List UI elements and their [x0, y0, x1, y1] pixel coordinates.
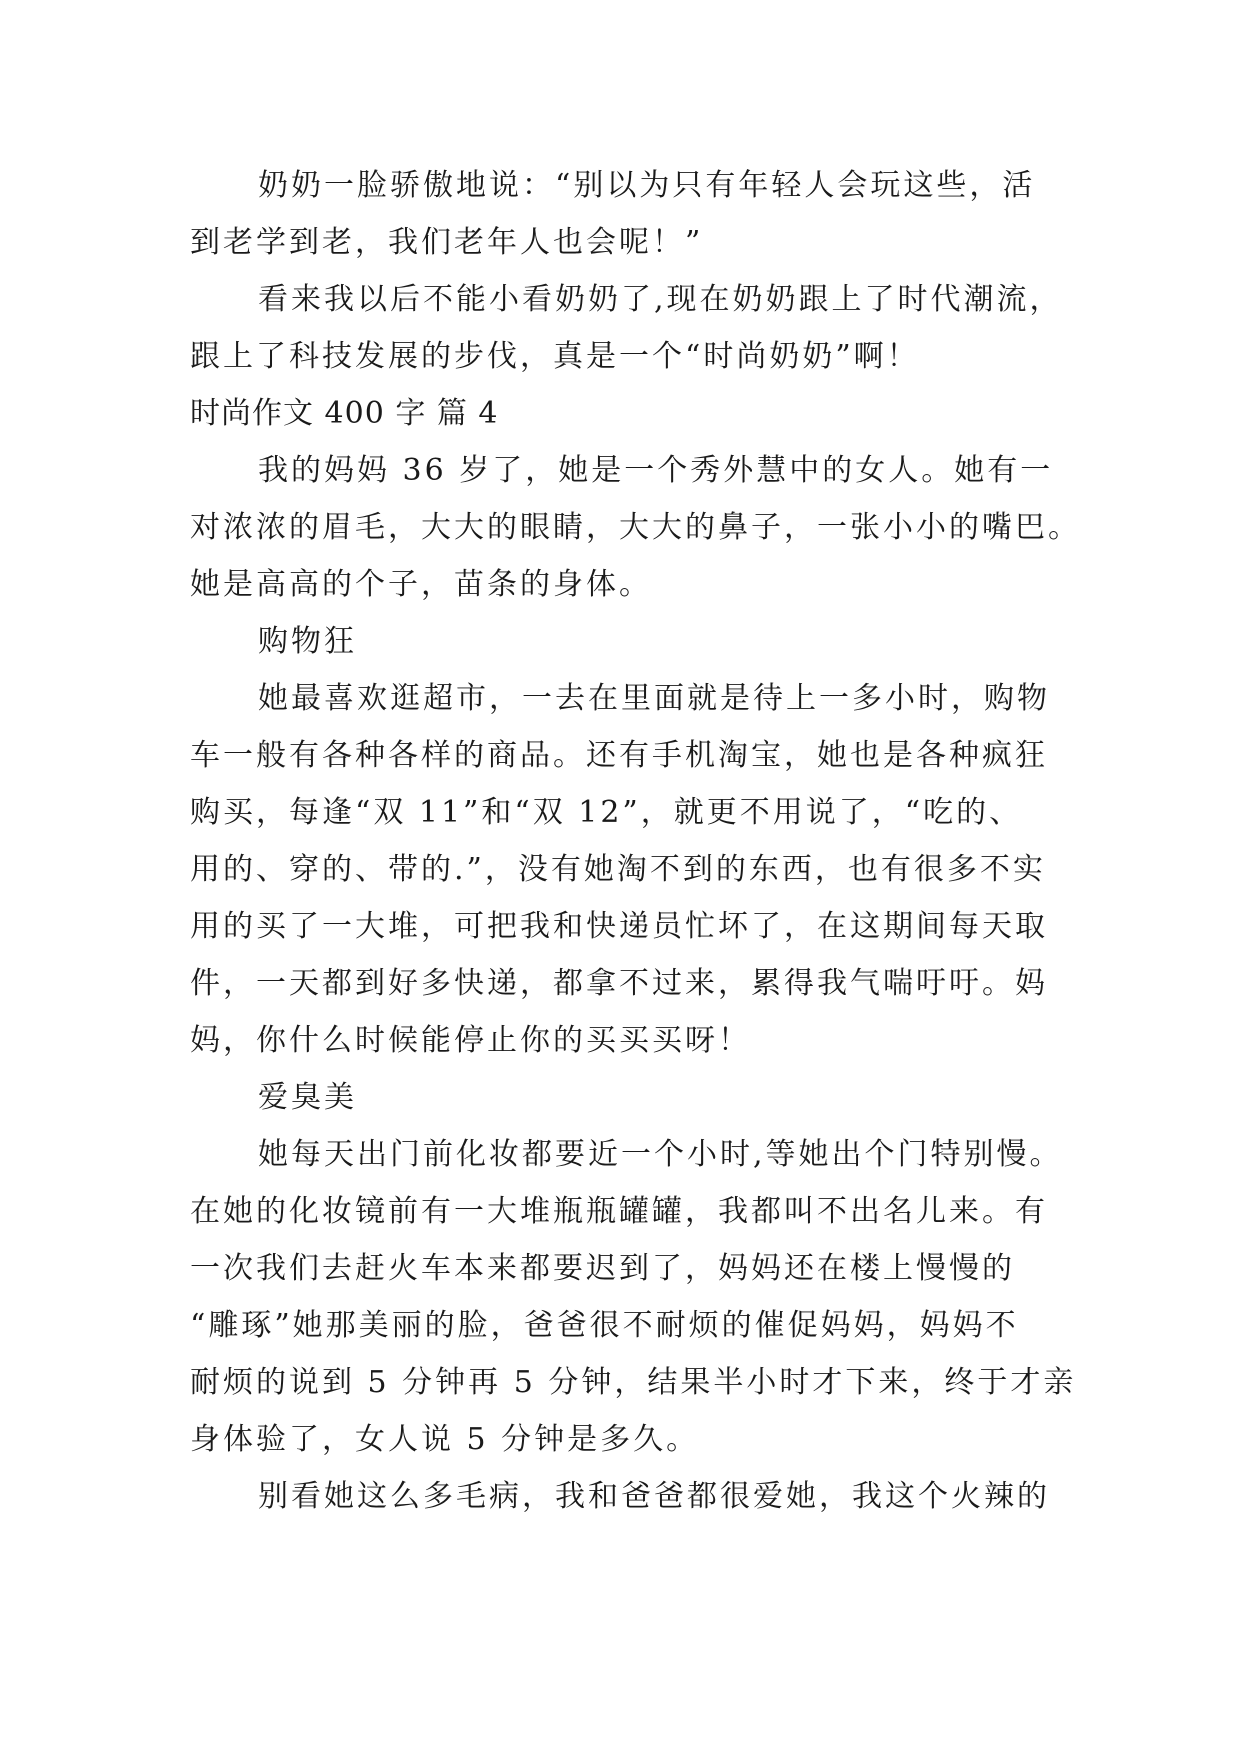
paragraph-line: 购买，每逢“双 11”和“双 12”，就更不用说了，“吃的、: [190, 795, 1023, 830]
paragraph-line: 奶奶一脸骄傲地说：“别以为只有年轻人会玩这些，活: [258, 168, 1036, 203]
paragraph-line: 用的、穿的、带的.”，没有她淘不到的东西，也有很多不实: [190, 852, 1046, 887]
paragraph-line: 她是高高的个子，苗条的身体。: [190, 567, 652, 602]
paragraph-line: 妈，你什么时候能停止你的买买买呀！: [190, 1023, 751, 1058]
paragraph-line: 跟上了科技发展的步伐，真是一个“时尚奶奶”啊！: [190, 339, 920, 374]
paragraph-line: 她每天出门前化妆都要近一个小时,等她出个门特别慢。: [258, 1137, 1063, 1172]
paragraph-line: 车一般有各种各样的商品。还有手机淘宝，她也是各种疯狂: [190, 738, 1048, 773]
section-heading: 时尚作文 400 字 篇 4: [190, 396, 499, 431]
subheading: 购物狂: [258, 624, 357, 659]
paragraph-line: “雕琢”她那美丽的脸，爸爸很不耐烦的催促妈妈，妈妈不: [190, 1308, 1019, 1343]
paragraph-line: 耐烦的说到 5 分钟再 5 分钟，结果半小时才下来，终于才亲: [190, 1365, 1077, 1400]
paragraph-line: 在她的化妆镜前有一大堆瓶瓶罐罐，我都叫不出名儿来。有: [190, 1194, 1048, 1229]
paragraph-line: 别看她这么多毛病，我和爸爸都很爱她，我这个火辣的: [258, 1479, 1050, 1514]
subheading: 爱臭美: [258, 1080, 357, 1115]
paragraph-line: 用的买了一大堆，可把我和快递员忙坏了，在这期间每天取: [190, 909, 1048, 944]
paragraph-line: 身体验了，女人说 5 分钟是多久。: [190, 1422, 700, 1457]
paragraph-line: 对浓浓的眉毛，大大的眼睛，大大的鼻子，一张小小的嘴巴。: [190, 510, 1081, 545]
paragraph-line: 她最喜欢逛超市，一去在里面就是待上一多小时，购物: [258, 681, 1050, 716]
paragraph-line: 件，一天都到好多快递，都拿不过来，累得我气喘吁吁。妈: [190, 966, 1048, 1001]
paragraph-line: 一次我们去赶火车本来都要迟到了，妈妈还在楼上慢慢的: [190, 1251, 1015, 1286]
paragraph-line: 到老学到老，我们老年人也会呢！”: [190, 225, 704, 260]
paragraph-line: 看来我以后不能小看奶奶了,现在奶奶跟上了时代潮流，: [258, 282, 1063, 317]
paragraph-line: 我的妈妈 36 岁了，她是一个秀外慧中的女人。她有一: [258, 453, 1054, 488]
